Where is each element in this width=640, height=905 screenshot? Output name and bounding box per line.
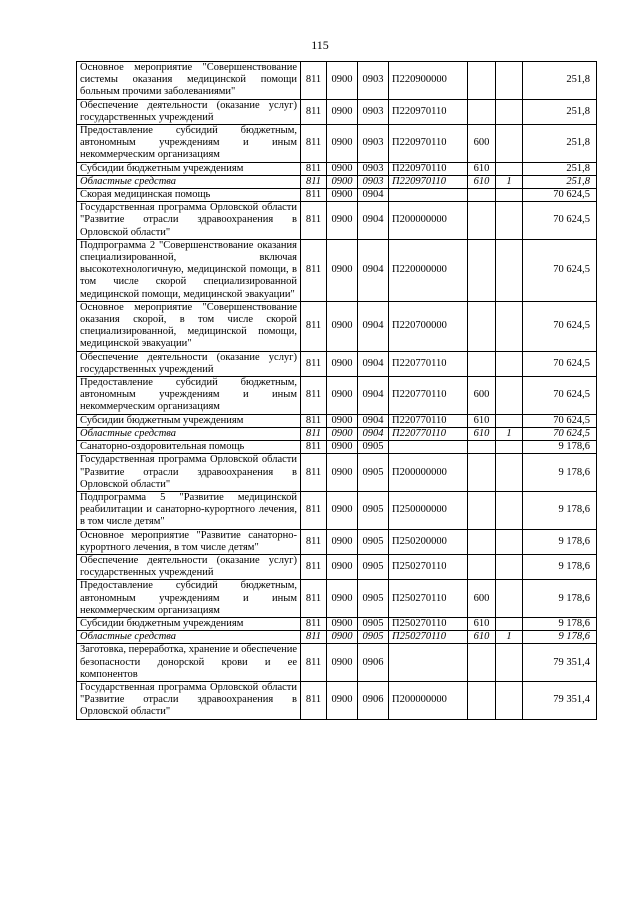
ved-code-cell: 811 — [301, 239, 327, 301]
row-name-cell: Предоставление субсидий бюджетным, автономным учреждениям и иным некоммерческим организациям — [77, 580, 301, 618]
target-article-cell: П220970110 — [389, 99, 468, 124]
table-row — [77, 631, 597, 644]
target-article-cell: П220770110 — [389, 351, 468, 376]
ved-code-cell: 811 — [301, 175, 327, 188]
expense-type-cell — [468, 554, 496, 579]
subsection-code-cell: 0903 — [358, 125, 389, 163]
table-row — [77, 99, 597, 124]
amount-cell: 9 178,6 — [523, 580, 597, 618]
funding-source-cell — [496, 644, 523, 682]
expense-type-cell: 610 — [468, 175, 496, 188]
funding-source-cell — [496, 62, 523, 100]
row-name-cell: Государственная программа Орловской области "Развитие отрасли здравоохранения в Орловской области" — [77, 202, 301, 240]
ved-code-cell: 811 — [301, 62, 327, 100]
expense-type-cell: 610 — [468, 617, 496, 630]
section-code-cell: 0900 — [327, 681, 358, 719]
subsection-code-cell: 0904 — [358, 202, 389, 240]
row-name-cell: Санаторно-оздоровительная помощь — [77, 441, 301, 454]
table-row — [77, 617, 597, 630]
section-code-cell: 0900 — [327, 491, 358, 529]
section-code-cell: 0900 — [327, 99, 358, 124]
subsection-code-cell: 0905 — [358, 617, 389, 630]
section-code-cell: 0900 — [327, 202, 358, 240]
subsection-code-cell: 0905 — [358, 554, 389, 579]
section-code-cell: 0900 — [327, 175, 358, 188]
funding-source-cell — [496, 441, 523, 454]
funding-source-cell — [496, 681, 523, 719]
amount-cell: 251,8 — [523, 175, 597, 188]
expense-type-cell — [468, 681, 496, 719]
amount-cell: 9 178,6 — [523, 617, 597, 630]
target-article-cell: П200000000 — [389, 681, 468, 719]
funding-source-cell — [496, 239, 523, 301]
expense-type-cell — [468, 62, 496, 100]
amount-cell: 251,8 — [523, 125, 597, 163]
section-code-cell: 0900 — [327, 351, 358, 376]
ved-code-cell: 811 — [301, 189, 327, 202]
expense-type-cell — [468, 202, 496, 240]
expense-type-cell — [468, 491, 496, 529]
table-row — [77, 351, 597, 376]
table-row — [77, 529, 597, 554]
ved-code-cell: 811 — [301, 454, 327, 492]
amount-cell: 9 178,6 — [523, 529, 597, 554]
ved-code-cell: 811 — [301, 529, 327, 554]
table-row — [77, 554, 597, 579]
ved-code-cell: 811 — [301, 427, 327, 440]
funding-source-cell — [496, 202, 523, 240]
table-row — [77, 427, 597, 440]
section-code-cell: 0900 — [327, 580, 358, 618]
ved-code-cell: 811 — [301, 377, 327, 415]
row-name-cell: Государственная программа Орловской области "Развитие отрасли здравоохранения в Орловской области" — [77, 454, 301, 492]
section-code-cell: 0900 — [327, 189, 358, 202]
target-article-cell: П220970110 — [389, 125, 468, 163]
expense-type-cell — [468, 644, 496, 682]
section-code-cell: 0900 — [327, 377, 358, 415]
ved-code-cell: 811 — [301, 99, 327, 124]
expense-type-cell: 600 — [468, 377, 496, 415]
amount-cell: 70 624,5 — [523, 202, 597, 240]
subsection-code-cell: 0904 — [358, 414, 389, 427]
row-name-cell: Субсидии бюджетным учреждениям — [77, 617, 301, 630]
table-row — [77, 377, 597, 415]
subsection-code-cell: 0904 — [358, 301, 389, 351]
amount-cell: 79 351,4 — [523, 644, 597, 682]
row-name-cell: Обеспечение деятельности (оказание услуг) государственных учреждений — [77, 554, 301, 579]
table-row — [77, 189, 597, 202]
amount-cell: 9 178,6 — [523, 554, 597, 579]
amount-cell: 9 178,6 — [523, 631, 597, 644]
funding-source-cell — [496, 351, 523, 376]
amount-cell: 70 624,5 — [523, 351, 597, 376]
funding-source-cell — [496, 454, 523, 492]
target-article-cell — [389, 189, 468, 202]
row-name-cell: Основное мероприятие "Развитие санаторно-курортного лечения, в том числе детям" — [77, 529, 301, 554]
expense-type-cell — [468, 441, 496, 454]
amount-cell: 70 624,5 — [523, 427, 597, 440]
ved-code-cell: 811 — [301, 631, 327, 644]
row-name-cell: Областные средства — [77, 427, 301, 440]
row-name-cell: Предоставление субсидий бюджетным, автономным учреждениям и иным некоммерческим организациям — [77, 125, 301, 163]
expense-type-cell — [468, 99, 496, 124]
subsection-code-cell: 0905 — [358, 529, 389, 554]
funding-source-cell — [496, 617, 523, 630]
funding-source-cell — [496, 189, 523, 202]
funding-source-cell: 1 — [496, 631, 523, 644]
target-article-cell: П220770110 — [389, 427, 468, 440]
funding-source-cell — [496, 377, 523, 415]
section-code-cell: 0900 — [327, 529, 358, 554]
target-article-cell: П220770110 — [389, 414, 468, 427]
section-code-cell: 0900 — [327, 441, 358, 454]
row-name-cell: Субсидии бюджетным учреждениям — [77, 414, 301, 427]
funding-source-cell — [496, 162, 523, 175]
amount-cell: 9 178,6 — [523, 491, 597, 529]
section-code-cell: 0900 — [327, 644, 358, 682]
funding-source-cell: 1 — [496, 427, 523, 440]
section-code-cell: 0900 — [327, 414, 358, 427]
amount-cell: 79 351,4 — [523, 681, 597, 719]
amount-cell: 70 624,5 — [523, 239, 597, 301]
table-row — [77, 414, 597, 427]
ved-code-cell: 811 — [301, 351, 327, 376]
subsection-code-cell: 0903 — [358, 162, 389, 175]
target-article-cell: П220900000 — [389, 62, 468, 100]
amount-cell: 70 624,5 — [523, 414, 597, 427]
target-article-cell: П220700000 — [389, 301, 468, 351]
subsection-code-cell: 0905 — [358, 580, 389, 618]
row-name-cell: Предоставление субсидий бюджетным, автономным учреждениям и иным некоммерческим организациям — [77, 377, 301, 415]
section-code-cell: 0900 — [327, 125, 358, 163]
amount-cell: 70 624,5 — [523, 377, 597, 415]
subsection-code-cell: 0903 — [358, 175, 389, 188]
expense-type-cell — [468, 301, 496, 351]
expense-type-cell: 600 — [468, 580, 496, 618]
row-name-cell: Подпрограмма 5 "Развитие медицинской реабилитации и санаторно-курортного лечения, в том числе детям" — [77, 491, 301, 529]
row-name-cell: Скорая медицинская помощь — [77, 189, 301, 202]
table-row — [77, 125, 597, 163]
ved-code-cell: 811 — [301, 162, 327, 175]
table-row — [77, 644, 597, 682]
subsection-code-cell: 0906 — [358, 681, 389, 719]
subsection-code-cell: 0905 — [358, 441, 389, 454]
table-row — [77, 580, 597, 618]
ved-code-cell: 811 — [301, 580, 327, 618]
expense-type-cell — [468, 529, 496, 554]
ved-code-cell: 811 — [301, 414, 327, 427]
table-row — [77, 491, 597, 529]
target-article-cell — [389, 441, 468, 454]
target-article-cell: П220770110 — [389, 377, 468, 415]
expense-type-cell — [468, 189, 496, 202]
row-name-cell: Областные средства — [77, 175, 301, 188]
expense-type-cell: 600 — [468, 125, 496, 163]
expense-type-cell — [468, 454, 496, 492]
target-article-cell: П250270110 — [389, 580, 468, 618]
amount-cell: 70 624,5 — [523, 189, 597, 202]
subsection-code-cell: 0906 — [358, 644, 389, 682]
amount-cell: 70 624,5 — [523, 301, 597, 351]
target-article-cell: П220970110 — [389, 175, 468, 188]
table-row — [77, 454, 597, 492]
ved-code-cell: 811 — [301, 681, 327, 719]
target-article-cell: П200000000 — [389, 202, 468, 240]
subsection-code-cell: 0905 — [358, 454, 389, 492]
row-name-cell: Основное мероприятие "Совершенствование системы оказания медицинской помощи больным прочими заболеваниями" — [77, 62, 301, 100]
row-name-cell: Государственная программа Орловской области "Развитие отрасли здравоохранения в Орловской области" — [77, 681, 301, 719]
table-row — [77, 681, 597, 719]
ved-code-cell: 811 — [301, 301, 327, 351]
subsection-code-cell: 0905 — [358, 631, 389, 644]
funding-source-cell — [496, 580, 523, 618]
funding-source-cell — [496, 554, 523, 579]
ved-code-cell: 811 — [301, 617, 327, 630]
row-name-cell: Обеспечение деятельности (оказание услуг) государственных учреждений — [77, 99, 301, 124]
funding-source-cell — [496, 491, 523, 529]
expense-type-cell: 610 — [468, 414, 496, 427]
amount-cell: 251,8 — [523, 162, 597, 175]
table-row — [77, 239, 597, 301]
page-number: 115 — [311, 38, 329, 52]
ved-code-cell: 811 — [301, 554, 327, 579]
table-row — [77, 202, 597, 240]
target-article-cell: П220000000 — [389, 239, 468, 301]
section-code-cell: 0900 — [327, 454, 358, 492]
expense-type-cell: 610 — [468, 631, 496, 644]
section-code-cell: 0900 — [327, 301, 358, 351]
ved-code-cell: 811 — [301, 441, 327, 454]
funding-source-cell — [496, 125, 523, 163]
amount-cell: 251,8 — [523, 62, 597, 100]
table-row — [77, 301, 597, 351]
section-code-cell: 0900 — [327, 162, 358, 175]
section-code-cell: 0900 — [327, 617, 358, 630]
table-row — [77, 162, 597, 175]
ved-code-cell: 811 — [301, 202, 327, 240]
row-name-cell: Субсидии бюджетным учреждениям — [77, 162, 301, 175]
row-name-cell: Основное мероприятие "Совершенствование оказания скорой, в том числе скорой специализированной, медицинской помощи, медицинской эвакуации" — [77, 301, 301, 351]
table-row — [77, 62, 597, 100]
target-article-cell: П250270110 — [389, 554, 468, 579]
row-name-cell: Областные средства — [77, 631, 301, 644]
expense-type-cell — [468, 351, 496, 376]
expense-type-cell — [468, 239, 496, 301]
section-code-cell: 0900 — [327, 239, 358, 301]
section-code-cell: 0900 — [327, 554, 358, 579]
ved-code-cell: 811 — [301, 125, 327, 163]
target-article-cell — [389, 644, 468, 682]
row-name-cell: Заготовка, переработка, хранение и обеспечение безопасности донорской крови и ее компонентов — [77, 644, 301, 682]
subsection-code-cell: 0904 — [358, 189, 389, 202]
target-article-cell: П250200000 — [389, 529, 468, 554]
target-article-cell: П250000000 — [389, 491, 468, 529]
section-code-cell: 0900 — [327, 427, 358, 440]
subsection-code-cell: 0904 — [358, 351, 389, 376]
subsection-code-cell: 0905 — [358, 491, 389, 529]
subsection-code-cell: 0903 — [358, 99, 389, 124]
target-article-cell: П250270110 — [389, 631, 468, 644]
amount-cell: 251,8 — [523, 99, 597, 124]
subsection-code-cell: 0903 — [358, 62, 389, 100]
expense-type-cell: 610 — [468, 162, 496, 175]
ved-code-cell: 811 — [301, 491, 327, 529]
expense-type-cell: 610 — [468, 427, 496, 440]
target-article-cell: П200000000 — [389, 454, 468, 492]
subsection-code-cell: 0904 — [358, 427, 389, 440]
amount-cell: 9 178,6 — [523, 441, 597, 454]
row-name-cell: Обеспечение деятельности (оказание услуг) государственных учреждений — [77, 351, 301, 376]
amount-cell: 9 178,6 — [523, 454, 597, 492]
section-code-cell: 0900 — [327, 62, 358, 100]
funding-source-cell: 1 — [496, 175, 523, 188]
funding-source-cell — [496, 414, 523, 427]
target-article-cell: П220970110 — [389, 162, 468, 175]
funding-source-cell — [496, 99, 523, 124]
table-row — [77, 175, 597, 188]
row-name-cell: Подпрограмма 2 "Совершенствование оказания специализированной, включая высокотехнологичную, медицинской помощи, в том числе скорой специализированной медицинской помощи, медицинской эвакуации" — [77, 239, 301, 301]
target-article-cell: П250270110 — [389, 617, 468, 630]
section-code-cell: 0900 — [327, 631, 358, 644]
funding-source-cell — [496, 529, 523, 554]
ved-code-cell: 811 — [301, 644, 327, 682]
funding-source-cell — [496, 301, 523, 351]
subsection-code-cell: 0904 — [358, 239, 389, 301]
table-row — [77, 441, 597, 454]
subsection-code-cell: 0904 — [358, 377, 389, 415]
budget-table — [76, 61, 597, 720]
